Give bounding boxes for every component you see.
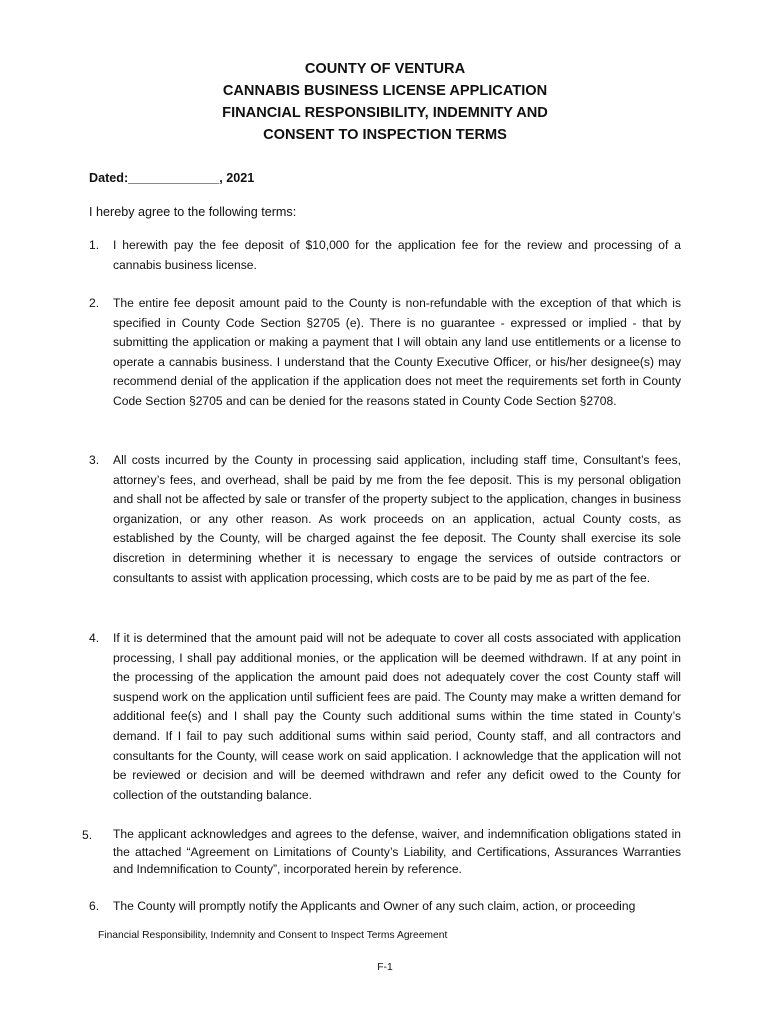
term-number: 6. — [89, 899, 100, 913]
footer-title: Financial Responsibility, Indemnity and Consent to Inspect Terms Agreement — [98, 930, 448, 941]
term-text: The applicant acknowledges and agrees to the defense, waiver, and indemnification obligations stated in the attached “Agreement on Limitations of County’s Liability, and Certifications, Assurances Warranties and Indemnification to County”, incorporated herein by reference. — [113, 827, 681, 876]
term-number: 1. — [89, 238, 100, 252]
term-text: If it is determined that the amount paid will not be adequate to cover all costs associated with application processing, I shall pay additional monies, or the application will be deemed withdrawn. If at any point in the processing of the application the amount paid does not adequately cover the cost County staff will suspend work on the application until sufficient fees are paid. The County may make a written demand for additional fee(s) and I shall pay the County such additional sums within the time stated in County’s demand. If I fail to pay such additional sums within said period, County staff, and all contractors and consultants for the County, will cease work on said application. I acknowledge that the application will not be reviewed or decision and will be deemed withdrawn and refer any deficit owed to the County for collection of the outstanding balance. — [113, 631, 681, 802]
title-line-consent: CONSENT TO INSPECTION TERMS — [263, 127, 507, 143]
term-number: 5. — [82, 828, 93, 842]
page-number: F-1 — [377, 962, 393, 973]
document-title — [0, 58, 770, 146]
title-line-application: CANNABIS BUSINESS LICENSE APPLICATION — [222, 83, 548, 99]
title-line-county: COUNTY OF VENTURA — [304, 61, 466, 77]
title-line-responsibility: FINANCIAL RESPONSIBILITY, INDEMNITY AND — [222, 105, 548, 121]
term-text: The County will promptly notify the Applicants and Owner of any such claim, action, or proceeding — [113, 899, 636, 913]
term-number: 4. — [89, 631, 100, 645]
term-text: The entire fee deposit amount paid to the County is non-refundable with the exception of that which is specified in County Code Section §2705 (e). There is no guarantee - expressed or implied - that by submitting the application or making a payment that I will obtain any land use entitlements or a license to operate a cannabis business. I understand that the County Executive Officer, or his/her designee(s) may recommend denial of the application if the application does not meet the requirements set forth in County Code Section §2705 and can be denied for the reasons stated in County Code Section §2708. — [113, 296, 681, 408]
term-number: 3. — [89, 453, 100, 467]
term-number: 2. — [89, 296, 100, 310]
term-text: All costs incurred by the County in processing said application, including staff time, Consultant’s fees, attorney’s fees, and overhead, shall be paid by me from the fee deposit. This is my personal obligation and shall not be affected by sale or transfer of the property subject to the application, changes in business organization, or any other reason. As work proceeds on an application, actual County costs, as established by the County, will be charged against the fee deposit. The County shall exercise its sole discretion in determining whether it is necessary to engage the services of outside contractors or consultants to assist with application processing, which costs are to be paid by me as part of the fee. — [113, 453, 681, 585]
dated-line: Dated:_____________, 2021 — [89, 171, 255, 185]
intro-text: I hereby agree to the following terms: — [89, 205, 297, 219]
term-text: I herewith pay the fee deposit of $10,000 for the application fee for the review and processing of a cannabis business license. — [113, 238, 681, 272]
